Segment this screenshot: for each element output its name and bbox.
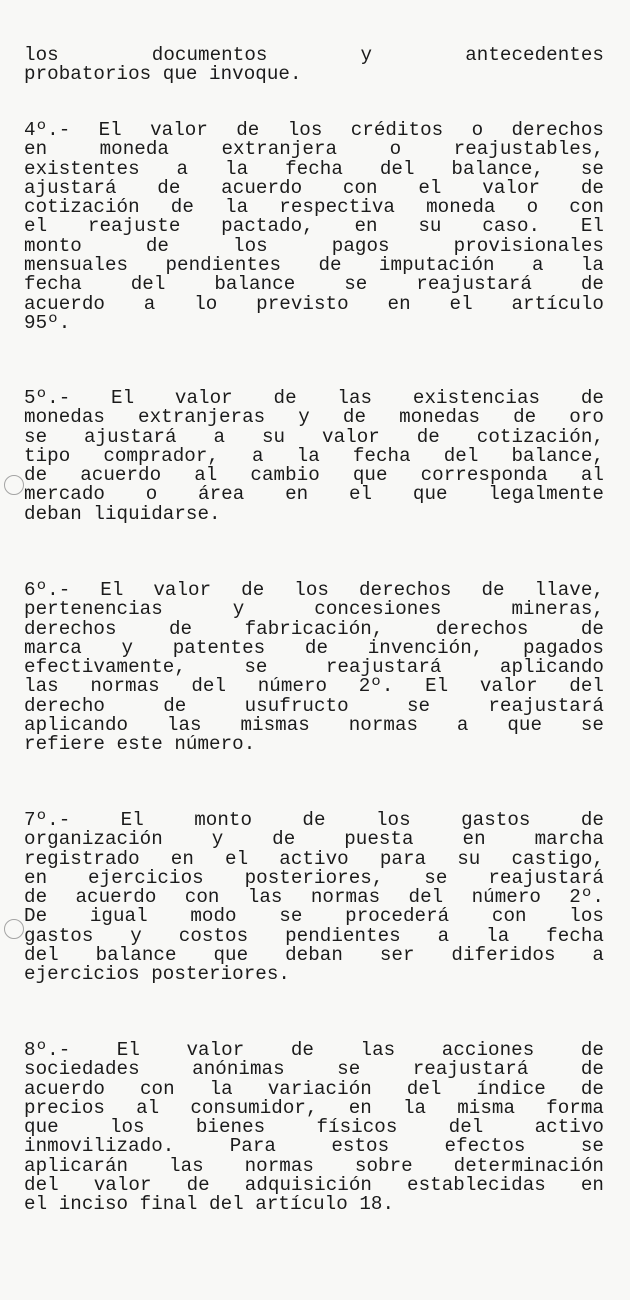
- text-line: 6º.- El valor de los derechos de llave,: [24, 579, 604, 601]
- text-line: precios al consumidor, en la misma forma: [24, 1096, 604, 1119]
- text-line: efectivamente, se reajustará aplicando: [24, 656, 604, 679]
- text-line: 8º.- El valor de las acciones de: [24, 1039, 604, 1061]
- text-line: las normas del número 2º. El valor del: [24, 675, 604, 698]
- text-line: que los bienes físicos del activo: [24, 1116, 604, 1139]
- text-line: mercado o área en el que legalmente: [24, 483, 604, 506]
- text-line: derecho de usufructo se reajustará: [24, 694, 604, 717]
- text-line: los documentos y antecedentes: [24, 44, 604, 66]
- text-line: se ajustará a su valor de cotización,: [24, 425, 604, 448]
- text-line: ejercicios posteriores.: [24, 963, 290, 986]
- paragraph-6: [24, 581, 604, 755]
- text-line: inmovilizado. Para estos efectos se: [24, 1135, 604, 1158]
- text-line: monedas extranjeras y de monedas de oro: [24, 406, 604, 429]
- text-line: aplicarán las normas sobre determinación: [24, 1154, 604, 1177]
- text-line: registrado en el activo para su castigo,: [24, 847, 604, 870]
- text-line: el reajuste pactado, en su caso. El: [24, 215, 604, 238]
- text-line: en ejercicios posteriores, se reajustará: [24, 866, 604, 889]
- text-line: del valor de adquisición establecidas en: [24, 1174, 604, 1197]
- text-line: de acuerdo con las normas del número 2º.: [24, 886, 604, 909]
- text-line: ajustará de acuerdo con el valor de: [24, 176, 604, 199]
- text-line: probatorios que invoque.: [24, 63, 302, 86]
- paragraph-7: [24, 811, 604, 985]
- text-line: monto de los pagos provisionales: [24, 234, 604, 257]
- paragraph-5: [24, 389, 604, 524]
- text-line: acuerdo con la variación del índice de: [24, 1077, 604, 1100]
- text-line: cotización de la respectiva moneda o con: [24, 196, 604, 219]
- text-line: mensuales pendientes de imputación a la: [24, 254, 604, 277]
- text-line: 7º.- El monto de los gastos de: [24, 809, 604, 831]
- text-line: derechos de fabricación, derechos de: [24, 617, 604, 640]
- text-line: de acuerdo al cambio que corresponda al: [24, 464, 604, 487]
- text-line: gastos y costos pendientes a la fecha: [24, 924, 604, 947]
- text-line: deban liquidarse.: [24, 502, 221, 525]
- text-line: el inciso final del artículo 18.: [24, 1193, 395, 1216]
- text-line: en moneda extranjera o reajustables,: [24, 138, 604, 161]
- paragraph-8: [24, 1041, 604, 1215]
- text-line: fecha del balance se reajustará de: [24, 273, 604, 296]
- text-line: sociedades anónimas se reajustará de: [24, 1058, 604, 1081]
- text-line: marca y patentes de invención, pagados: [24, 636, 604, 659]
- text-line: existentes a la fecha del balance, se: [24, 157, 604, 180]
- text-line: pertenencias y concesiones mineras,: [24, 598, 604, 621]
- text-line: aplicando las mismas normas a que se: [24, 714, 604, 737]
- text-line: organización y de puesta en marcha: [24, 828, 604, 851]
- paragraph-4: [24, 121, 604, 333]
- text-line: 5º.- El valor de las existencias de: [24, 387, 604, 409]
- text-line: tipo comprador, a la fecha del balance,: [24, 444, 604, 467]
- text-line: De igual modo se procederá con los: [24, 905, 604, 928]
- text-line: 95º.: [24, 311, 71, 334]
- scan-punch-mark: [4, 475, 24, 495]
- text-line: del balance que deban ser diferidos a: [24, 944, 604, 967]
- text-line: refiere este número.: [24, 733, 256, 756]
- scan-punch-mark: [4, 919, 24, 939]
- text-line: acuerdo a lo previsto en el artículo: [24, 292, 604, 315]
- paragraph-intro: [24, 46, 604, 85]
- text-line: 4º.- El valor de los créditos o derechos: [24, 119, 604, 141]
